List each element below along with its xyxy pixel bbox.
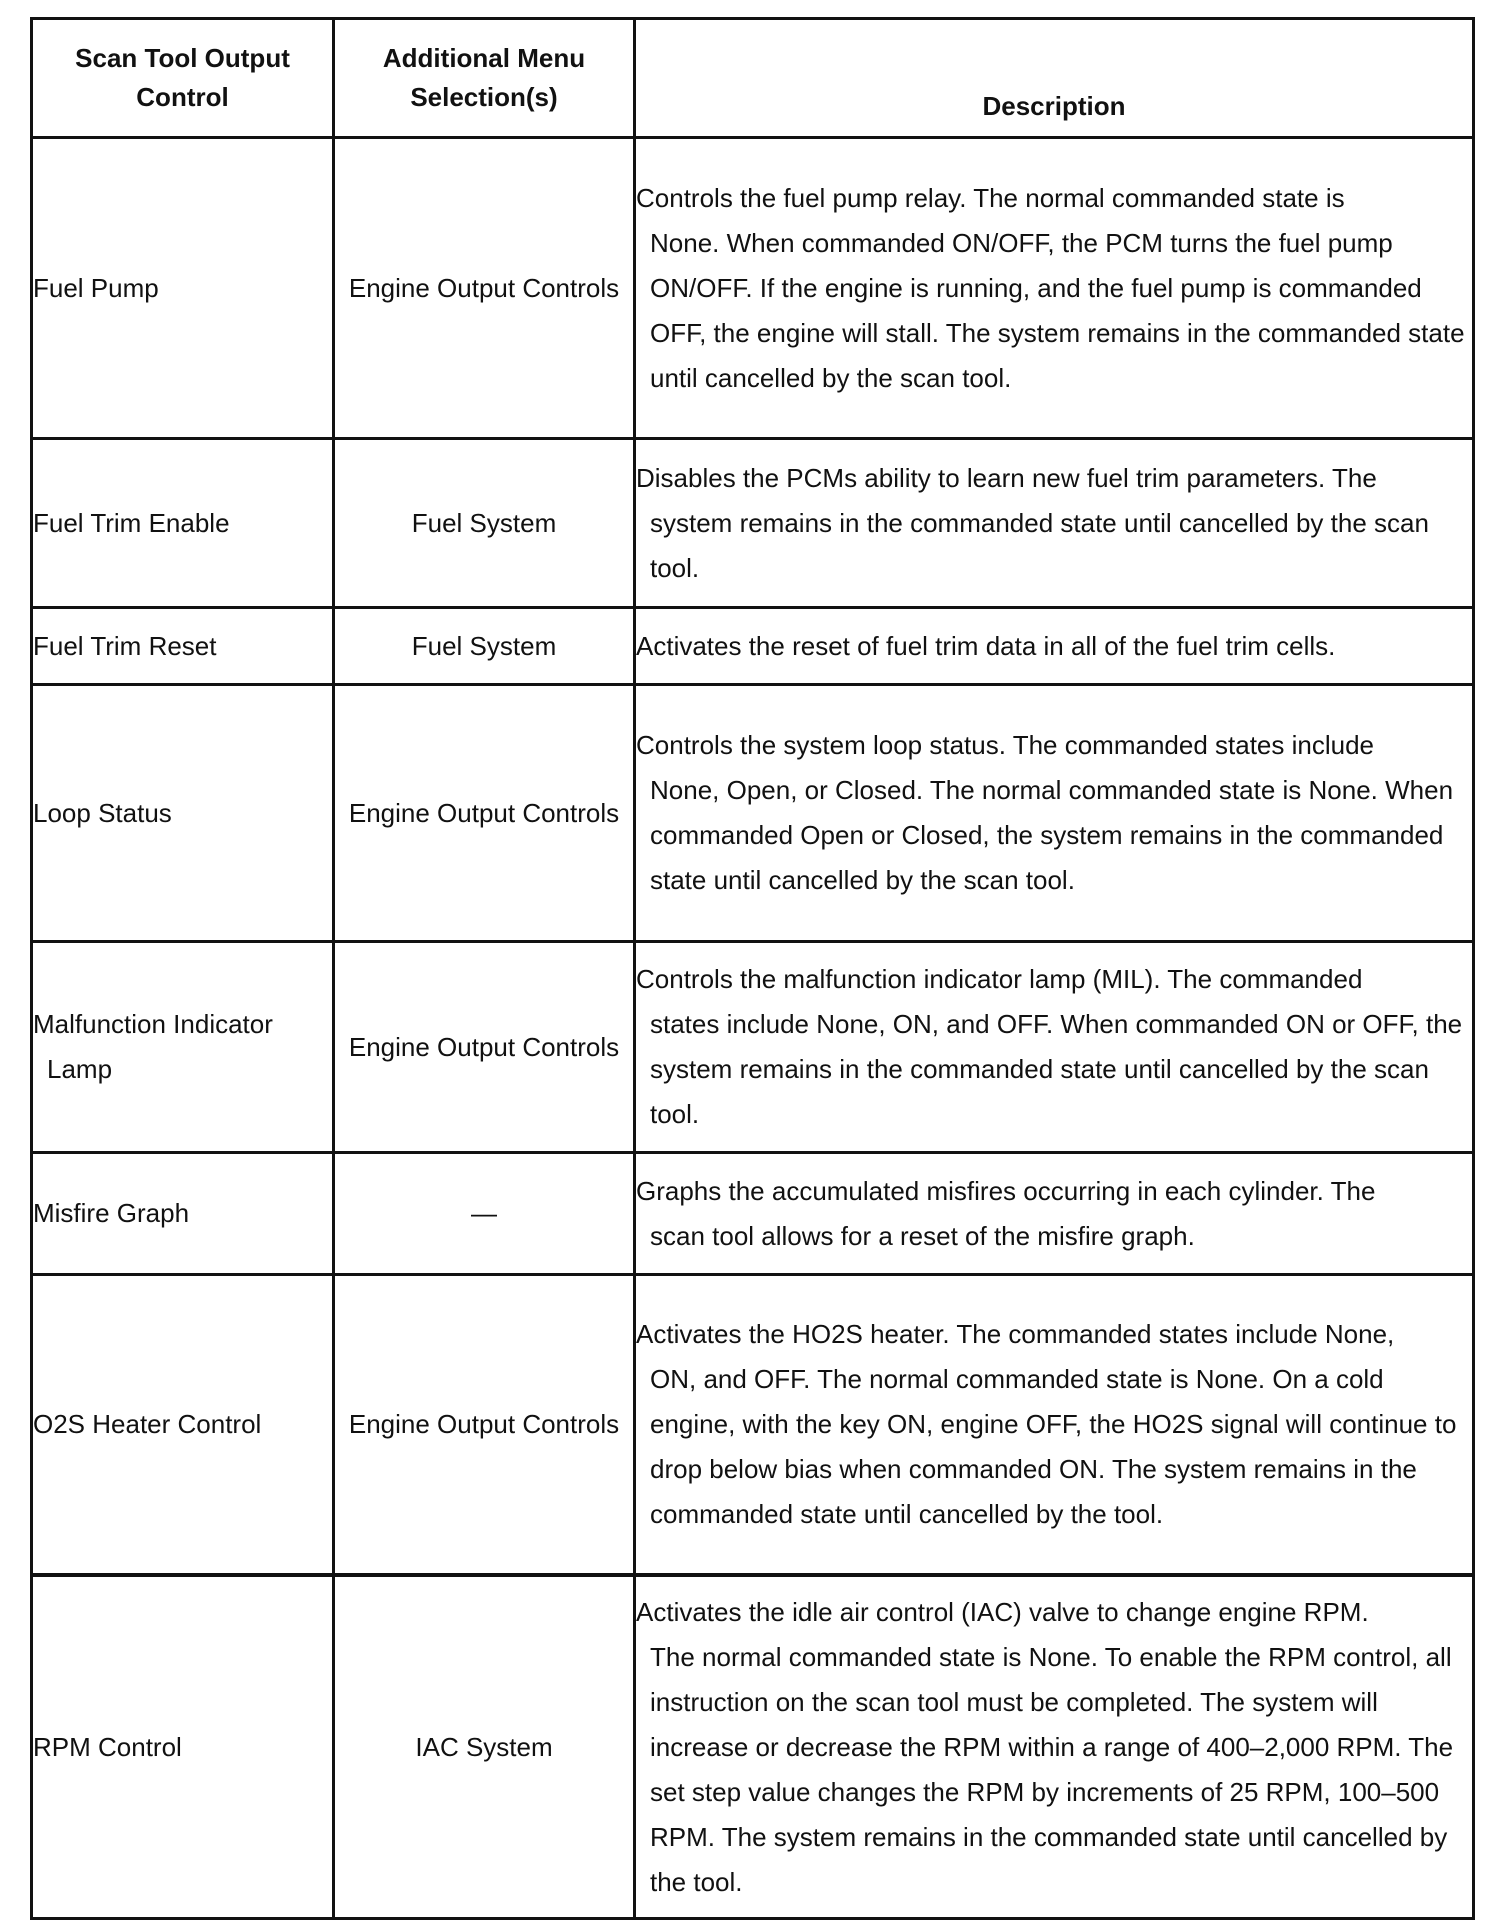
table-row — [32, 439, 1474, 608]
description-cell — [635, 1575, 1474, 1919]
header-row — [32, 19, 1474, 138]
control-name: RPM Control — [33, 1731, 182, 1762]
control-name-cell — [32, 942, 334, 1153]
description-first-line: Graphs the accumulated misfires occurring in each cylinder. The — [636, 1175, 1376, 1206]
table-row — [32, 942, 1474, 1153]
description-cell — [635, 1153, 1474, 1275]
control-name-continued: Lamp — [47, 1054, 113, 1084]
description-cell — [635, 685, 1474, 942]
description-rest: scan tool allows for a reset of the misfire graph. — [650, 1220, 1195, 1251]
description-rest: system remains in the commanded state until cancelled by the scan tool. — [650, 507, 1429, 583]
control-name-cell — [32, 608, 334, 685]
description-first-line: Activates the HO2S heater. The commanded states include None, — [636, 1319, 1395, 1349]
control-name: Fuel Pump — [33, 272, 159, 303]
description-cell — [635, 1275, 1474, 1576]
header-col1-line1: Scan Tool Output — [75, 43, 290, 73]
control-name: Fuel Trim Enable — [33, 507, 230, 538]
description-first-line: Activates the idle air control (IAC) valve to change engine RPM. — [636, 1596, 1369, 1627]
control-name-cell — [32, 439, 334, 608]
menu-selection-cell: IAC System — [334, 1575, 635, 1919]
description-first-line: Disables the PCMs ability to learn new fuel trim parameters. The — [636, 462, 1377, 493]
description-cell — [635, 608, 1474, 685]
description-first-line: Activates the reset of fuel trim data in all of the fuel trim cells. — [636, 630, 1336, 661]
menu-selection-cell: Fuel System — [334, 439, 635, 608]
menu-selection-cell: Engine Output Controls — [334, 685, 635, 942]
description-rest: None. When commanded ON/OFF, the PCM turns the fuel pump ON/OFF. If the engine is running, and the fuel pump is commanded OFF, the engine will stall. The system remains in the commanded state until cancelled by the scan tool. — [650, 227, 1465, 393]
description-first-line: Controls the system loop status. The commanded states include — [636, 730, 1375, 760]
menu-selection-cell: Engine Output Controls — [334, 942, 635, 1153]
menu-selection-cell: — — [334, 1153, 635, 1275]
description-cell — [635, 138, 1474, 439]
description-rest: None, Open, or Closed. The normal commanded state is None. When commanded Open or Closed, the system remains in the commanded state until cancelled by the scan tool. — [650, 775, 1454, 895]
control-name: Loop Status — [33, 797, 172, 828]
control-name: Fuel Trim Reset — [33, 630, 217, 661]
control-name: Misfire Graph — [33, 1198, 190, 1228]
description-rest: ON, and OFF. The normal commanded state is None. On a cold engine, with the key ON, engine OFF, the HO2S signal will continue to drop below bias when commanded ON. The system remains in the commanded state until cancelled by the tool. — [650, 1364, 1457, 1529]
description-rest: states include None, ON, and OFF. When commanded ON or OFF, the system remains in the commanded state until cancelled by the scan tool. — [650, 1009, 1463, 1129]
header-col1-line2: Control — [136, 82, 229, 112]
control-name-cell — [32, 1575, 334, 1919]
table-row — [32, 1575, 1474, 1919]
control-name-cell — [32, 1153, 334, 1275]
table-row — [32, 685, 1474, 942]
table-row — [32, 1275, 1474, 1576]
description-rest: The normal commanded state is None. To enable the RPM control, all instruction on the scan tool must be completed. The system will increase or decrease the RPM within a range of 400–2,000 RPM. The set step value changes the RPM by increments of 25 RPM, 100–500 RPM. The system remains in the commanded state until cancelled by the tool. — [650, 1641, 1454, 1897]
description-first-line: Controls the fuel pump relay. The normal commanded state is — [636, 182, 1345, 213]
description-first-line: Controls the malfunction indicator lamp (MIL). The commanded — [636, 964, 1363, 994]
menu-selection-cell: Engine Output Controls — [334, 138, 635, 439]
header-scan-tool-output-control — [32, 19, 334, 138]
table-row — [32, 138, 1474, 439]
header-col2-line1: Additional Menu — [382, 43, 586, 73]
control-name: O2S Heater Control — [33, 1409, 262, 1439]
header-description: Description — [635, 19, 1474, 138]
description-cell — [635, 942, 1474, 1153]
header-additional-menu-selection — [334, 19, 635, 138]
control-name-cell — [32, 138, 334, 439]
control-name-cell — [32, 1275, 334, 1576]
header-col2-line2: Selection(s) — [410, 82, 558, 112]
table-row — [32, 1153, 1474, 1275]
output-controls-table — [30, 17, 1475, 1920]
control-name-cell — [32, 685, 334, 942]
description-cell — [635, 439, 1474, 608]
table-row — [32, 608, 1474, 685]
menu-selection-cell: Fuel System — [334, 608, 635, 685]
control-name: Malfunction Indicator — [33, 1009, 273, 1039]
menu-selection-cell: Engine Output Controls — [334, 1275, 635, 1576]
